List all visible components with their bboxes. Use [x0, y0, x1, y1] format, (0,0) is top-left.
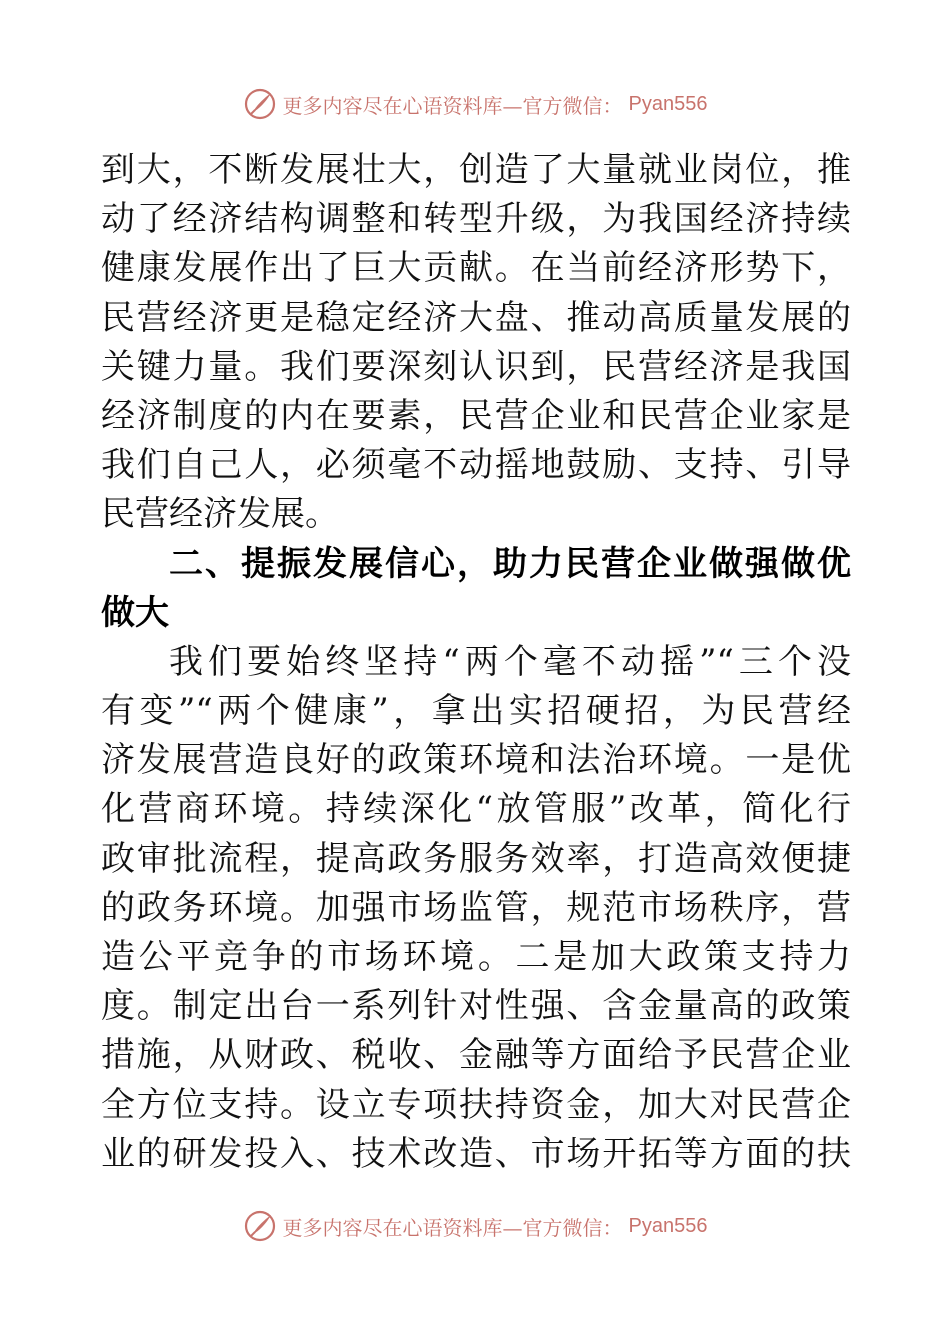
text-line: 度。制定出台一系列针对性强、含金量高的政策	[101, 986, 851, 1027]
text-line: 有变”“两个健康”，拿出实招硬招，为民营经	[101, 691, 851, 732]
text-line: 我们要始终坚持“两个毫不动摇”“三个没	[169, 641, 851, 682]
watermark-text: 更多内容尽在心语资料库—官方微信：	[282, 1215, 623, 1240]
text-line: 的政务环境。加强市场监管，规范市场秩序，营	[101, 887, 851, 928]
document-body	[101, 146, 851, 1179]
heading-line: 二、提振发展信心，助力民营企业做强做优	[169, 543, 851, 584]
text-line: 造公平竞争的市场环境。二是加大政策支持力	[101, 937, 851, 977]
text-line: 动了经济结构调整和转型升级，为我国经济持续	[101, 199, 851, 240]
text-line: 全方位支持。设立专项扶持资金，加大对民营企	[101, 1084, 851, 1125]
text-line: 关键力量。我们要深刻认识到，民营经济是我国	[101, 346, 851, 387]
footer-watermark	[0, 1206, 950, 1246]
text-line: 经济制度的内在要素，民营企业和民营企业家是	[101, 395, 851, 436]
watermark-wechat-id: Pyan556	[628, 92, 708, 115]
paragraph-1	[101, 146, 851, 540]
quill-logo-icon	[243, 87, 277, 121]
text-line: 到大，不断发展壮大，创造了大量就业岗位，推	[101, 150, 851, 190]
text-line: 业的研发投入、技术改造、市场开拓等方面的扶	[101, 1133, 851, 1174]
paragraph-2	[101, 638, 851, 1179]
text-line: 民营经济更是稳定经济大盘、推动高质量发展的	[101, 297, 851, 338]
header-watermark	[0, 84, 950, 124]
text-line: 健康发展作出了巨大贡献。在当前经济形势下，	[101, 248, 851, 289]
section-heading	[101, 540, 851, 638]
text-line: 济发展营造良好的政策环境和法治环境。一是优	[101, 740, 851, 781]
watermark-text: 更多内容尽在心语资料库—官方微信：	[282, 93, 623, 118]
heading-line: 做大	[101, 592, 169, 633]
text-line: 措施，从财政、税收、金融等方面给予民营企业	[101, 1035, 851, 1076]
quill-logo-icon	[243, 1209, 277, 1243]
text-line: 民营经济发展。	[101, 494, 339, 535]
text-line: 我们自己人，必须毫不动摇地鼓励、支持、引导	[101, 445, 851, 486]
text-line: 政审批流程，提高政务服务效率，打造高效便捷	[101, 838, 851, 879]
watermark-wechat-id: Pyan556	[628, 1214, 708, 1237]
text-line: 化营商环境。持续深化“放管服”改革，简化行	[101, 789, 851, 830]
